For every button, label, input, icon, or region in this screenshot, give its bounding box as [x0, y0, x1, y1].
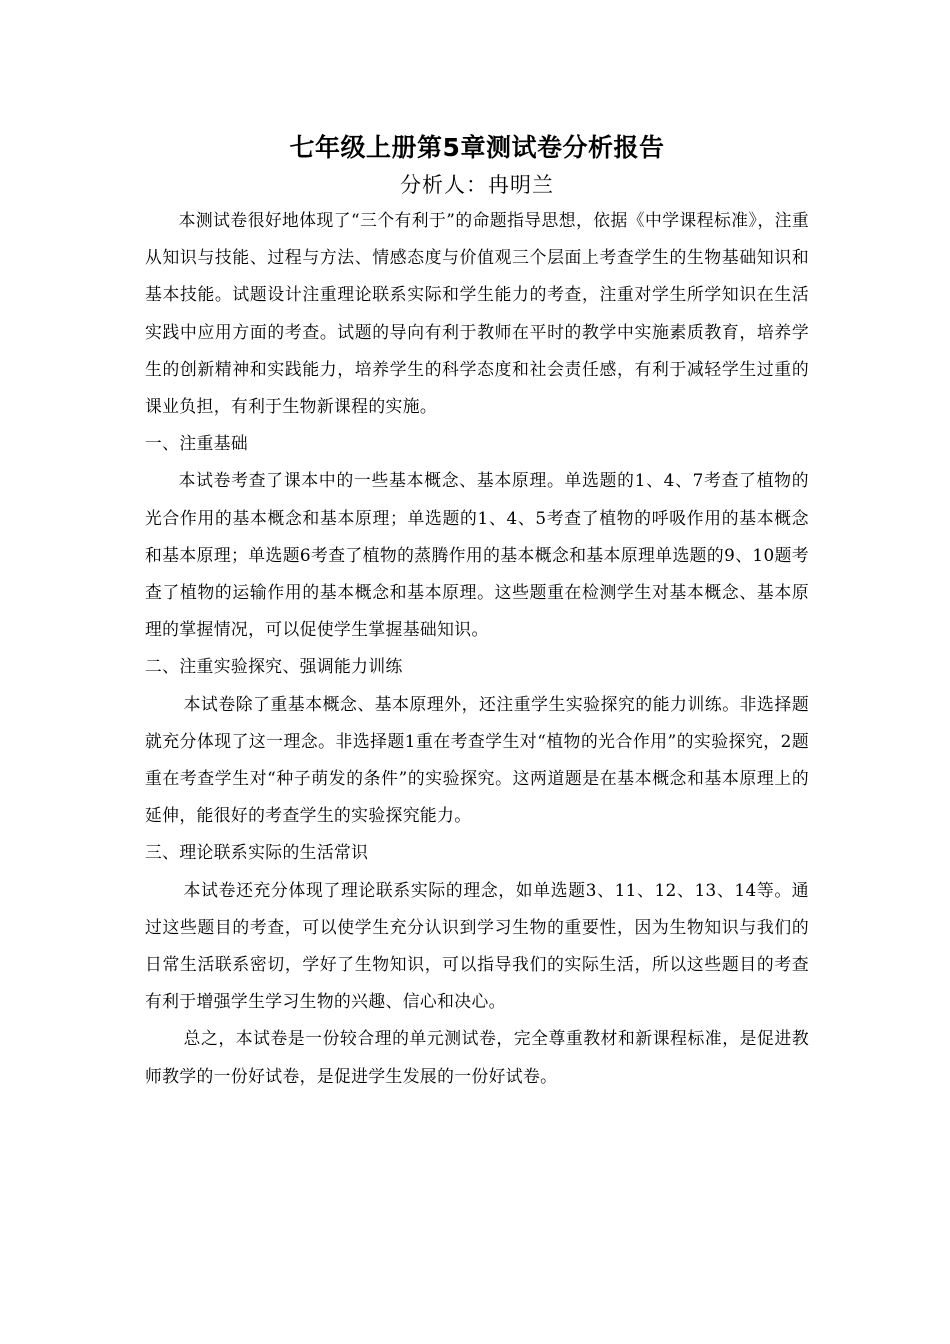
- document-title: 七年级上册第5章测试卷分析报告: [289, 133, 665, 162]
- section-heading-basics: 一、注重基础: [145, 433, 249, 454]
- section-heading-experiment: 二、注重实验探究、强调能力训练: [145, 656, 403, 677]
- section-body-basics: 本试卷考查了课本中的一些基本概念、基本原理。单选题的1、4、7考查了植物的光合作用的基本概念和基本原理；单选题的1、4、5考查了植物的呼吸作用的基本概念和基本原理；单选题6考查了植物的蒸腾作用的基本概念和基本原理单选题的9、10题考查了植物的运输作用的基本概念和基本原理。这些题重在检测学生对基本概念、基本原理的掌握情况，可以促使学生掌握基础知识。: [145, 470, 809, 640]
- section-body-experiment: 本试卷除了重基本概念、基本原理外，还注重学生实验探究的能力训练。非选择题就充分体现了这一理念。非选择题1重在考查学生对“植物的光合作用”的实验探究，2题重在考查学生对“种子萌发的条件”的实验探究。这两道题是在基本概念和基本原理上的延伸，能很好的考查学生的实验探究能力。: [145, 693, 809, 826]
- document-author: 分析人：冉明兰: [400, 173, 554, 197]
- conclusion-paragraph: 总之，本试卷是一份较合理的单元测试卷，完全尊重教材和新课程标准，是促进教师教学的一份好试卷，是促进学生发展的一份好试卷。: [145, 1028, 809, 1086]
- section-heading-practice: 三、理论联系实际的生活常识: [145, 842, 369, 863]
- intro-paragraph: 本测试卷很好地体现了“三个有利于”的命题指导思想，依据《中学课程标准》，注重从知识与技能、过程与方法、情感态度与价值观三个层面上考查学生的生物基础知识和基本技能。试题设计注重理论联系实际和学生能力的考查，注重对学生所学知识在生活实践中应用方面的考查。试题的导向有利于教师在平时的教学中实施素质教育，培养学生的创新精神和实践能力，培养学生的科学态度和社会责任感，有利于减轻学生过重的课业负担，有利于生物新课程的实施。: [145, 210, 809, 417]
- document-body: [145, 128, 809, 1095]
- section-body-practice: 本试卷还充分体现了理论联系实际的理念，如单选题3、11、12、13、14等。通过这些题目的考查，可以使学生充分认识到学习生物的重要性，因为生物知识与我们的日常生活联系密切，学好了生物知识，可以指导我们的实际生活，所以这些题目的考查有利于增强学生学习生物的兴趣、信心和决心。: [145, 879, 809, 1012]
